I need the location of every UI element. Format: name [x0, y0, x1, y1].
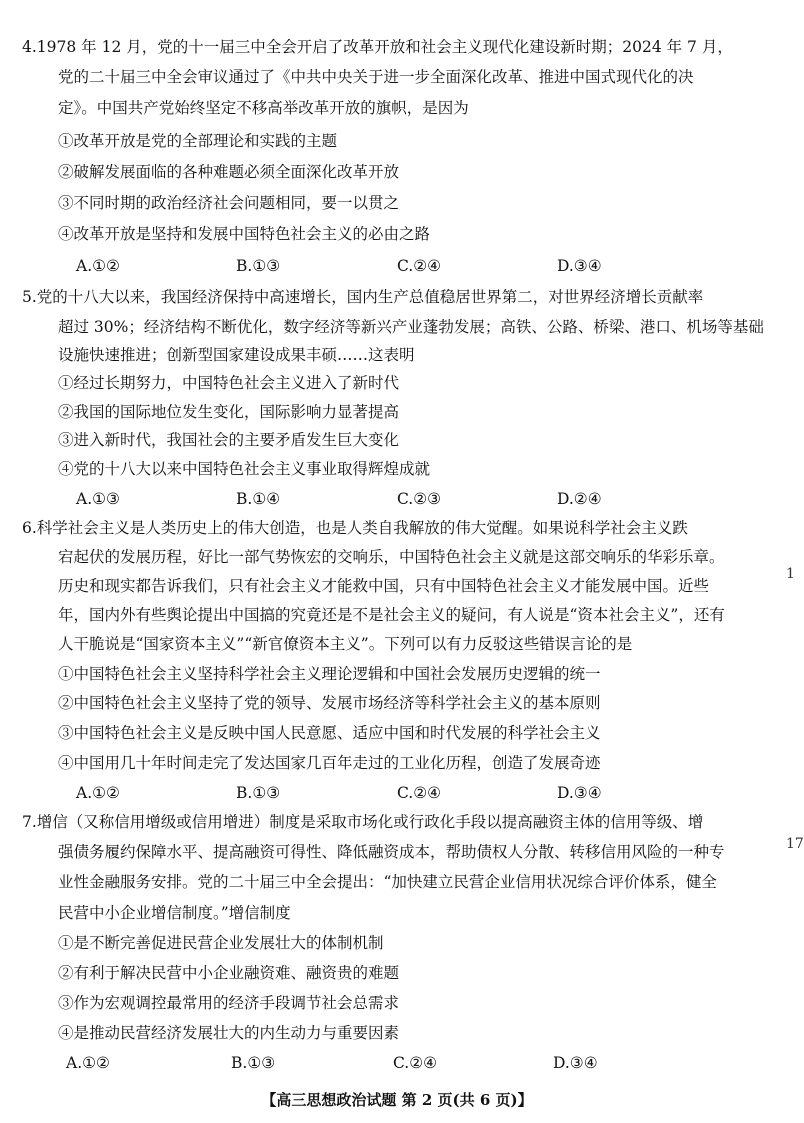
question-stem-line: 宕起伏的发展历程，好比一部气势恢宏的交响乐，中国特色社会主义就是这部交响乐的华彩乐章。 — [58, 548, 725, 566]
statement-option: ②有利于解决民营中小企业融资难、融资贵的难题 — [58, 964, 400, 982]
choice-b[interactable]: B.①③ — [231, 1054, 276, 1072]
choice-d[interactable]: D.③④ — [557, 784, 602, 802]
choice-a[interactable]: A.①② — [76, 784, 120, 802]
choice-b[interactable]: B.①③ — [236, 784, 281, 802]
choice-a[interactable]: A.①③ — [76, 490, 120, 508]
statement-option: ②我国的国际地位发生变化，国际影响力显著提高 — [58, 403, 400, 421]
question-stem-line: 人干脆说是“国家资本主义”“新官僚资本主义”。下列可以有力反驳这些错误言论的是 — [58, 635, 633, 653]
statement-option: ④党的十八大以来中国特色社会主义事业取得辉煌成就 — [58, 460, 431, 478]
statement-option: ①改革开放是党的全部理论和实践的主题 — [58, 132, 338, 150]
statement-option: ③作为宏观调控最常用的经济手段调节社会总需求 — [58, 994, 400, 1012]
question-stem-line: 5.党的十八大以来，我国经济保持中高速增长，国内生产总值稳居世界第二，对世界经济增长贡献率 — [22, 288, 704, 306]
statement-option: ④改革开放是坚持和发展中国特色社会主义的必由之路 — [58, 225, 431, 243]
choice-c[interactable]: C.②④ — [393, 1054, 438, 1072]
statement-option: ①中国特色社会主义坚持科学社会主义理论逻辑和中国社会发展历史逻辑的统一 — [58, 665, 601, 683]
question-stem-line: 7.增信（又称信用增级或信用增进）制度是采取市场化或行政化手段以提高融资主体的信用等级、增 — [22, 813, 704, 831]
question-stem-line: 超过 30%；经济结构不断优化，数字经济等新兴产业蓬勃发展；高铁、公路、桥梁、港口、机场等基础 — [58, 318, 764, 336]
question-stem-line: 6.科学社会主义是人类历史上的伟大创造，也是人类自我解放的伟大觉醒。如果说科学社会主义跌 — [22, 519, 688, 537]
page-footer: 【高三思想政治试题 第 2 页(共 6 页)】 — [261, 1091, 533, 1109]
choice-a[interactable]: A.①② — [76, 257, 120, 275]
choice-c[interactable]: C.②④ — [397, 784, 442, 802]
statement-option: ②破解发展面临的各种难题必须全面深化改革开放 — [58, 163, 400, 181]
statement-option: ③进入新时代，我国社会的主要矛盾发生巨大变化 — [58, 431, 400, 449]
question-stem-line: 党的二十届三中全会审议通过了《中共中央关于进一步全面深化改革、推进中国式现代化的决 — [58, 68, 694, 86]
statement-option: ③中国特色社会主义是反映中国人民意愿、适应中国和时代发展的科学社会主义 — [58, 724, 601, 742]
choice-b[interactable]: B.①③ — [236, 257, 281, 275]
choice-d[interactable]: D.③④ — [553, 1054, 598, 1072]
choice-b[interactable]: B.①④ — [236, 490, 281, 508]
question-stem-line: 历史和现实都告诉我们，只有社会主义才能救中国，只有中国特色社会主义才能发展中国。近些 — [58, 577, 710, 595]
choice-d[interactable]: D.②④ — [557, 490, 602, 508]
question-stem-line: 设施快速推进；创新型国家建设成果丰硕……这表明 — [58, 346, 415, 364]
margin-mark: 1 — [786, 566, 795, 582]
statement-option: ④是推动民营经济发展壮大的内生动力与重要因素 — [58, 1024, 400, 1042]
statement-option: ③不同时期的政治经济社会问题相同，要一以贯之 — [58, 194, 400, 212]
question-stem-line: 定》。中国共产党始终坚定不移高举改革开放的旗帜，是因为 — [58, 99, 469, 117]
statement-option: ②中国特色社会主义坚持了党的领导、发展市场经济等科学社会主义的基本原则 — [58, 694, 601, 712]
statement-option: ①经过长期努力，中国特色社会主义进入了新时代 — [58, 374, 400, 392]
question-stem-line: 强债务履约保障水平、提高融资可得性、降低融资成本，帮助债权人分散、转移信用风险的一种专 — [58, 843, 725, 861]
choice-a[interactable]: A.①② — [66, 1054, 110, 1072]
margin-mark: 17 — [786, 836, 804, 852]
choice-c[interactable]: C.②④ — [397, 257, 442, 275]
question-stem-line: 4.1978 年 12 月，党的十一届三中全会开启了改革开放和社会主义现代化建设新时期；2024 年 7 月， — [22, 38, 733, 56]
question-stem-line: 民营中小企业增信制度。”增信制度 — [58, 904, 291, 922]
choice-c[interactable]: C.②③ — [397, 490, 442, 508]
statement-option: ④中国用几十年时间走完了发达国家几百年走过的工业化历程，创造了发展奇迹 — [58, 754, 601, 772]
choice-d[interactable]: D.③④ — [557, 257, 602, 275]
question-stem-line: 年，国内外有些舆论提出中国搞的究竟还是不是社会主义的疑问，有人说是“资本社会主义”，还有 — [58, 606, 725, 624]
statement-option: ①是不断完善促进民营企业发展壮大的体制机制 — [58, 934, 384, 952]
question-stem-line: 业性金融服务安排。党的二十届三中全会提出：“加快建立民营企业信用状况综合评价体系，健全 — [58, 873, 717, 891]
